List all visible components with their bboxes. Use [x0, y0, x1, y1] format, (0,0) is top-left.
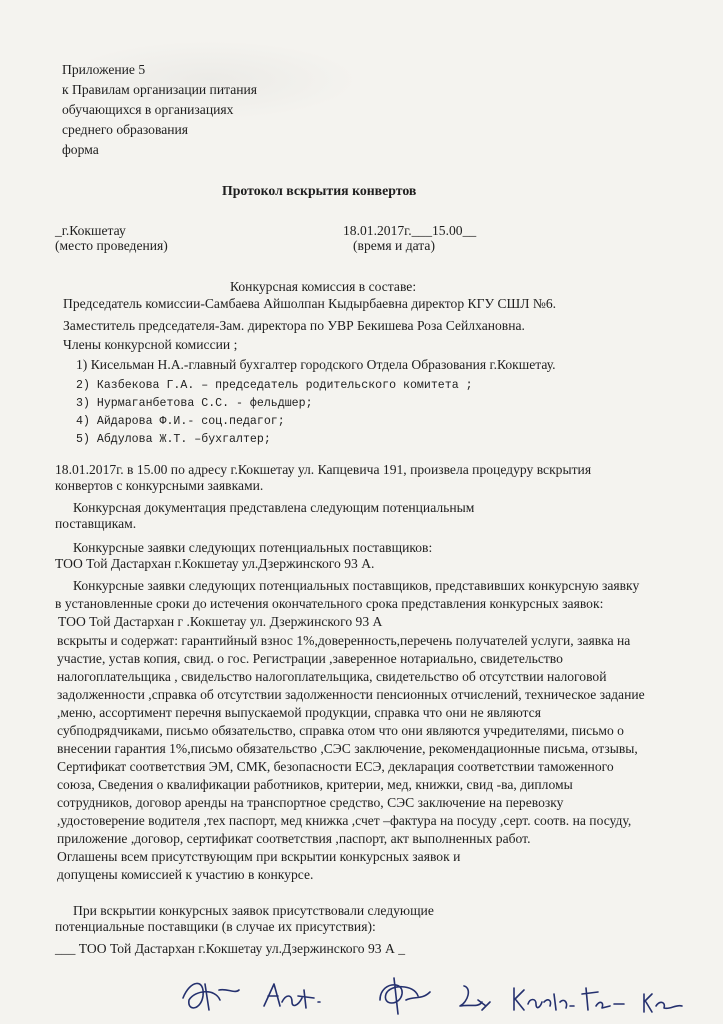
member-item: 5) Абдулова Ж.Т. –бухгалтер; — [76, 433, 271, 446]
place-label: (место проведения) — [55, 238, 168, 253]
paragraph-5-line: Оглашены всем присутствующим при вскрытии конкурсных заявок и — [57, 849, 461, 864]
paragraph-4-line-2: в установленные сроки до истечения окончательного срока представления конкурсных заявок: — [55, 596, 604, 611]
paragraph-3-line-2: ТОО Той Дастархан г.Кокшетау ул.Дзержинского 93 А. — [55, 556, 375, 571]
commission-chair: Председатель комиссии-Самбаева Айшолпан Кыдырбаевна директор КГУ СШЛ №6. — [63, 296, 557, 311]
paragraph-4-line-1: Конкурсные заявки следующих потенциальных поставщиков, представивших конкурсную заявку — [73, 578, 640, 593]
signature-6 — [580, 980, 640, 1016]
paragraph-2-line-2: поставщикам. — [55, 516, 137, 531]
paragraph-4-line-3: ТОО Той Дастархан г .Кокшетау ул. Дзержинского 93 А — [58, 614, 383, 629]
paragraph-2-line-1: Конкурсная документация представлена следующим потенциальным — [73, 500, 475, 515]
paragraph-5-line: внесении гарантия 1%,письмо обязательство ,СЭС заключение, рекомендационные письма, отзывы, — [57, 741, 638, 756]
signature-5 — [508, 980, 588, 1016]
signature-1 — [175, 970, 245, 1020]
paragraph-5-line: союза, Сведения о квалификации работников, критерии, мед, книжки, свид -ва, дипломы — [57, 777, 573, 792]
appendix-line-1: Приложение 5 — [62, 62, 146, 77]
members-heading: Члены конкурсной комиссии ; — [63, 337, 238, 352]
member-item: 3) Нурмаганбетова С.С. - фельдшер; — [76, 397, 313, 410]
datetime-value: 18.01.2017г.___15.00__ — [343, 223, 477, 238]
paragraph-5-line: ,удостоверение водителя ,тех паспорт, мед книжка ,счет –фактура на посуду ,серт. соотв. на посуду, — [57, 813, 632, 828]
place-value: _г.Кокшетау — [55, 223, 126, 238]
paragraph-5-line: сотрудников, договор аренды на транспортное средство, СЭС заключение на перевозку — [57, 795, 564, 810]
datetime-label: (время и дата) — [353, 238, 435, 253]
appendix-line-2: к Правилам организации питания — [62, 82, 258, 97]
appendix-line-3: обучающихся в организациях — [62, 102, 234, 117]
paragraph-3-line-1: Конкурсные заявки следующих потенциальных поставщиков: — [73, 540, 433, 555]
paragraph-6-line-3: ___ ТОО Той Дастархан г.Кокшетау ул.Дзержинского 93 А _ — [55, 941, 405, 956]
signature-4 — [452, 976, 512, 1016]
paragraph-6-line-2: потенциальные поставщики (в случае их присутствия): — [55, 919, 376, 934]
paragraph-5-line: Сертификат соответствия ЭМ, СМК, безопасности ЕСЭ, декларация соответствии таможенного — [57, 759, 614, 774]
document-title: Протокол вскрытия конвертов — [222, 183, 417, 198]
commission-heading: Конкурсная комиссия в составе: — [230, 279, 417, 294]
commission-deputy: Заместитель председателя-Зам. директора по УВР Бекишева Роза Сейлхановна. — [63, 318, 525, 333]
signature-7 — [640, 988, 700, 1018]
appendix-line-4: среднего образования — [62, 122, 189, 137]
paragraph-5-line: приложение ,договор, сертификат соответствия ,паспорт, акт выполненных работ. — [57, 831, 531, 846]
paragraph-5-line: субподрядчиками, письмо обязательство, справка отом что они являются учредителями, письмо о — [57, 723, 624, 738]
paragraph-5-line: вскрыты и содержат: гарантийный взнос 1%,доверенность,перечень получателей услуги, заявка на — [57, 633, 631, 648]
paragraph-5-line: допущены комиссией к участию в конкурсе. — [57, 867, 314, 882]
member-item: 2) Казбекова Г.А. – председатель родительского комитета ; — [76, 379, 473, 392]
member-item: 4) Айдарова Ф.И.- соц.педагог; — [76, 415, 285, 428]
paragraph-5-line: задолженности ,справка об отсутствии задолженности пенсионных отчислений, техническое задание — [57, 687, 645, 702]
signature-3 — [368, 970, 438, 1020]
paragraph-5-line: налогоплательщика , свидельство налогоплательщика, свидетельство об отсутствии налоговой — [57, 669, 607, 684]
paragraph-6-line-1: При вскрытии конкурсных заявок присутствовали следующие — [73, 903, 434, 918]
signature-2 — [258, 976, 328, 1016]
paragraph-5-line: участие, устав копия, свид. о гос. Регистрации ,заверенное нотариально, свидетельство — [57, 651, 563, 666]
member-item: 1) Кисельман Н.А.-главный бухгалтер городского Отдела Образования г.Кокшетау. — [76, 357, 556, 372]
paragraph-5-line: ,меню, ассортимент перечня выпускаемой продукции, справка что они не являются — [57, 705, 541, 720]
appendix-line-5: форма — [62, 142, 99, 157]
paragraph-1-line-2: конвертов с конкурсными заявками. — [55, 478, 264, 493]
paragraph-1-line-1: 18.01.2017г. в 15.00 по адресу г.Кокшетау ул. Капцевича 191, произвела процедуру вскрытия — [55, 462, 592, 477]
